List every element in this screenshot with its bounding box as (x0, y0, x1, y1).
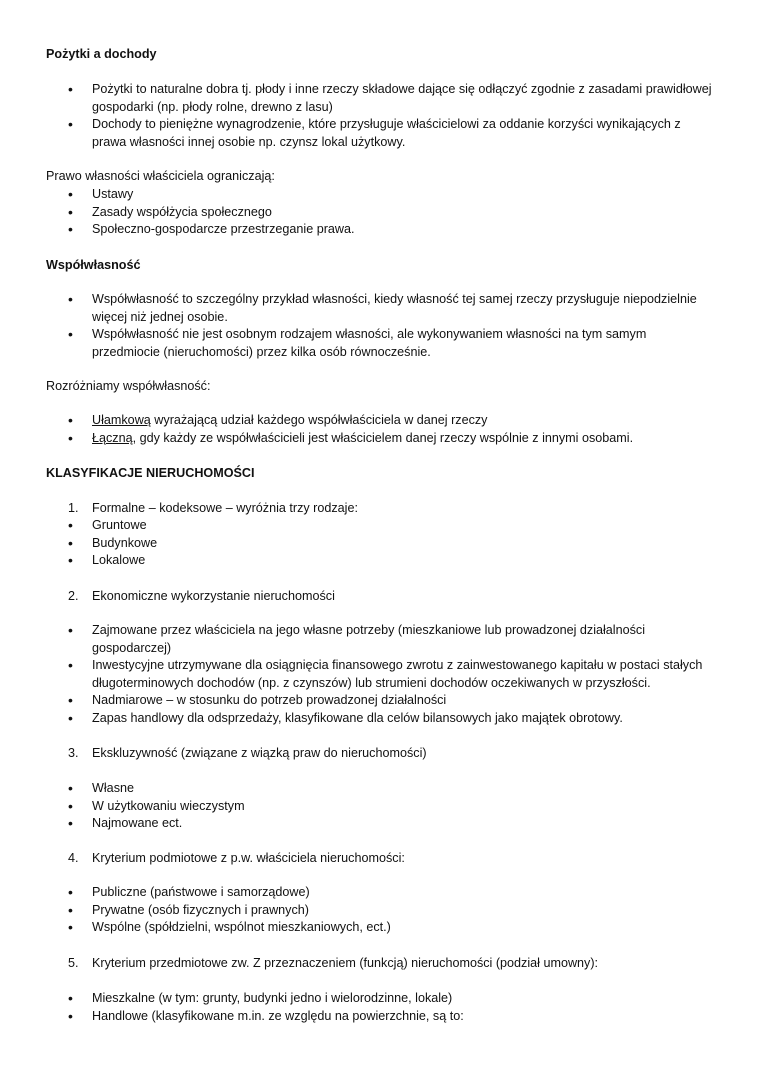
list-n3 (46, 780, 716, 833)
paragraph-ogranicza: Prawo własności właściciela ograniczają: (46, 169, 275, 183)
list-wspolwlasnosc (46, 291, 716, 361)
list-item: • Gruntowe (46, 517, 716, 535)
item-text: Kryterium podmiotowe z p.w. właściciela nieruchomości: (92, 851, 405, 865)
item-number: 2. (68, 589, 79, 603)
item-number: 4. (68, 851, 79, 865)
list-item: • Nadmiarowe – w stosunku do potrzeb prowadzonej działalności (46, 692, 716, 710)
list-item: • Dochody to pieniężne wynagrodzenie, które przysługuje właścicielowi za oddanie korzyści wynikających z prawa własności innej osobie np. czynsz lokal użytkowy. (46, 116, 716, 151)
list-n4 (46, 884, 716, 937)
item-number: 3. (68, 746, 79, 760)
list-item: • Najmowane ect. (46, 815, 716, 833)
list-n5 (46, 990, 716, 1025)
item-number: 1. (68, 501, 79, 515)
list-item: • Własne (46, 780, 716, 798)
list-item: • Budynkowe (46, 535, 716, 553)
list-item: • Lokalowe (46, 552, 716, 570)
numbered-item-3 (46, 745, 716, 763)
list-pozytki (46, 81, 716, 151)
item-text: Ekonomiczne wykorzystanie nieruchomości (92, 589, 335, 603)
numbered-item-4 (46, 850, 716, 868)
list-ogranicza (46, 186, 716, 239)
list-item (46, 500, 716, 518)
list-item (46, 588, 716, 606)
term-ulamkowa: Ułamkową (92, 413, 151, 427)
item-text: Kryterium przedmiotowe zw. Z przeznaczeniem (funkcją) nieruchomości (podział umowny): (92, 956, 599, 970)
item-text: Ekskluzywność (związane z wiązką praw do nieruchomości) (92, 746, 427, 760)
term-laczna-desc: , gdy każdy ze współwłaścicieli jest właścicielem danej rzeczy wspólnie z innymi osobami. (132, 430, 634, 445)
item-text: Formalne – kodeksowe – wyróżnia trzy rodzaje: (92, 501, 358, 515)
list-item: • Handlowe (klasyfikowane m.in. ze względu na powierzchnie, są to: (46, 1008, 716, 1026)
list-item: • Współwłasność nie jest osobnym rodzajem własności, ale wykonywaniem własności na tym samym przedmiocie (nieruchomości) przez kilka osób równocześnie. (46, 326, 716, 361)
list-item: • Zajmowane przez właściciela na jego własne potrzeby (mieszkaniowe lub prowadzonej działalności gospodarczej) (46, 622, 716, 657)
item-number: 5. (68, 956, 79, 970)
paragraph-rozrozniamy: Rozróżniamy współwłasność: (46, 379, 211, 393)
list-item: • Współwłasność to szczególny przykład własności, kiedy własność tej samej rzeczy przysługuje niepodzielnie więcej niż jednej osobie. (46, 291, 716, 326)
list-item: • Ustawy (46, 186, 716, 204)
list-item (46, 850, 716, 868)
list-n1 (46, 517, 716, 570)
heading-pozytki: Pożytki a dochody (46, 47, 157, 61)
list-rozrozniamy (46, 412, 716, 447)
heading-wspolwlasnosc: Współwłasność (46, 258, 141, 272)
list-item: • Prywatne (osób fizycznych i prawnych) (46, 902, 716, 920)
list-item (46, 412, 716, 430)
list-item: • Zasady współżycia społecznego (46, 204, 716, 222)
list-item: • Pożytki to naturalne dobra tj. płody i inne rzeczy składowe dające się odłączyć zgodnie z zasadami prawidłowej gospodarki (np. płody rolne, drewno z lasu) (46, 81, 716, 116)
numbered-item-5 (46, 955, 716, 973)
list-item: • Publiczne (państwowe i samorządowe) (46, 884, 716, 902)
numbered-item-1 (46, 500, 716, 518)
list-item (46, 430, 716, 448)
term-laczna: Łączną (92, 430, 133, 445)
list-item: • Mieszkalne (w tym: grunty, budynki jedno i wielorodzinne, lokale) (46, 990, 716, 1008)
heading-klasyfikacje: KLASYFIKACJE NIERUCHOMOŚCI (46, 466, 255, 480)
list-item: • Społeczno-gospodarcze przestrzeganie prawa. (46, 221, 716, 239)
list-item: • W użytkowaniu wieczystym (46, 798, 716, 816)
list-item (46, 955, 716, 973)
list-item (46, 745, 716, 763)
list-item: • Zapas handlowy dla odsprzedaży, klasyfikowane dla celów bilansowych jako majątek obrotowy. (46, 710, 716, 728)
list-item: • Wspólne (spółdzielni, wspólnot mieszkaniowych, ect.) (46, 919, 716, 937)
numbered-item-2 (46, 588, 716, 606)
list-n2 (46, 622, 716, 728)
list-item: • Inwestycyjne utrzymywane dla osiągnięcia finansowego zwrotu z zainwestowanego kapitału w postaci stałych długoterminowych dochodów (np. z czynszów) lub strumieni dochodów oczekiwanych w przyszłości. (46, 657, 716, 692)
term-ulamkowa-desc: wyrażającą udział każdego współwłaściciela w danej rzeczy (150, 413, 488, 427)
